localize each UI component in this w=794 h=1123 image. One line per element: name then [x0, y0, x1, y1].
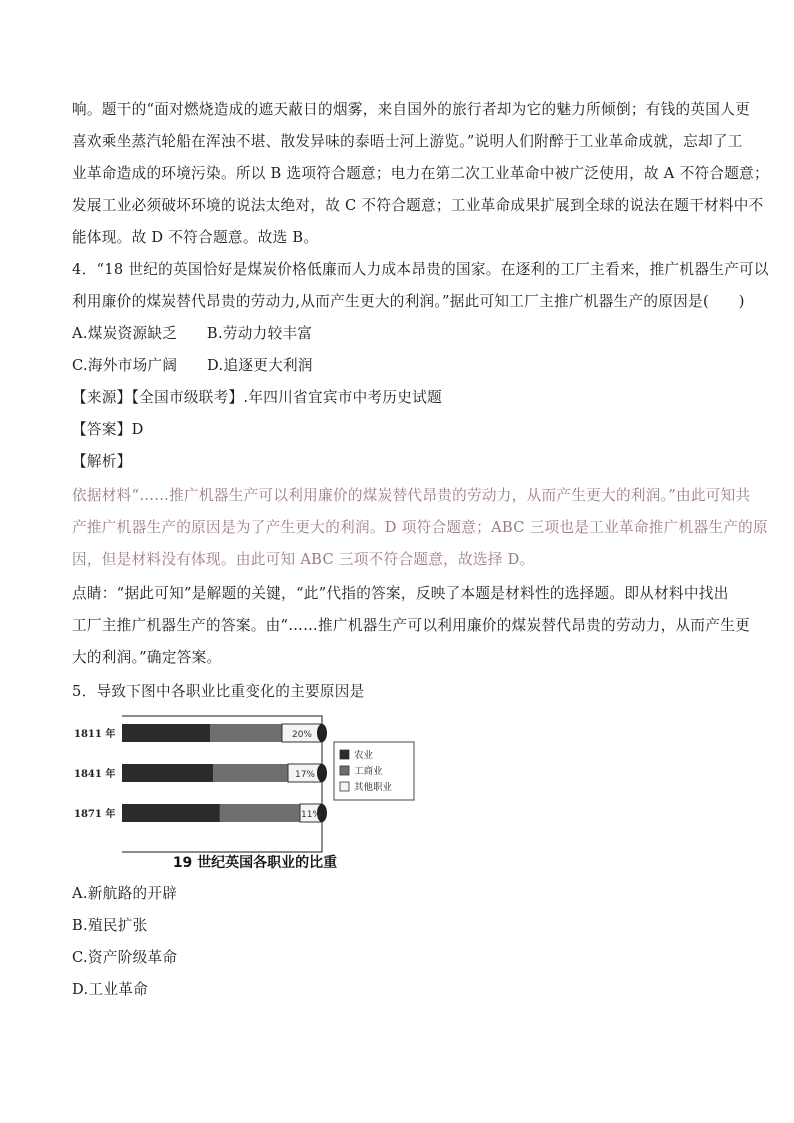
comment-line: 点睛：“据此可知”是解题的关键，“此”代指的答案，反映了本题是材料性的选择题。即从材料中找出: [72, 585, 729, 602]
options-row: C.海外市场广阔 D.追逐更大利润: [72, 357, 313, 374]
analysis-line: 依据材料“……推广机器生产可以利用廉价的煤炭替代昂贵的劳动力，从而产生更大的利润。”由此可知共: [72, 487, 751, 504]
data-label: 20%: [291, 730, 313, 740]
chart-title: 19 世纪英国各职业的比重: [172, 855, 338, 871]
question-stem-line: 4．“18 世纪的英国恰好是煤炭价格低廉而人力成本昂贵的国家。在逐利的工厂主看来，推广机器生产可以: [72, 261, 769, 278]
analysis-line: 因，但是材料没有体现。由此可知 ABC 三项不符合题意，故选择 D。: [72, 551, 535, 568]
source-line: 【来源】【全国市级联考】.年四川省宜宾市中考历史试题: [72, 389, 442, 406]
category-label: 1811 年: [74, 729, 116, 740]
options-row: A.煤炭资源缺乏 B.劳动力较丰富: [72, 325, 313, 342]
bar-end-cap: [317, 764, 327, 782]
text-line: 能体现。故 D 不符合题意。故选 B。: [72, 229, 319, 246]
text-line: 发展工业必须破坏环境的说法太绝对，故 C 不符合题意；工业革命成果扩展到全球的说法在题干材料中不: [72, 197, 764, 214]
legend-label: 工商业: [354, 766, 383, 777]
bar-agriculture: [122, 764, 213, 782]
data-label: 11%: [300, 810, 322, 820]
comment-line: 工厂主推广机器生产的答案。由“……推广机器生产可以利用廉价的煤炭替代昂贵的劳动力，从而产生更: [72, 617, 750, 634]
bar-agriculture: [122, 804, 220, 822]
occupation-chart: [72, 712, 438, 872]
text-line: 响。题干的“面对燃烧造成的遮天蔽日的烟雾，来自国外的旅行者却为它的魅力所倾倒；有钱的英国人更: [72, 101, 750, 118]
legend-swatch: [340, 766, 349, 775]
bar-industry: [220, 804, 300, 822]
text-line: 业革命造成的环境污染。所以 B 选项符合题意；电力在第二次工业革命中被广泛使用，故 A 不符合题意；: [72, 165, 769, 182]
category-label: 1841 年: [74, 769, 116, 780]
data-label: 17%: [294, 770, 316, 780]
option-b: B.殖民扩张: [72, 917, 148, 934]
option-a: A.新航路的开辟: [72, 885, 178, 902]
legend-swatch: [340, 750, 349, 759]
bar-end-cap: [317, 724, 327, 742]
question-stem-line: 5．导致下图中各职业比重变化的主要原因是: [72, 683, 365, 700]
legend-swatch: [340, 782, 349, 791]
option-c: C.资产阶级革命: [72, 949, 178, 966]
comment-line: 大的利润。”确定答案。: [72, 649, 222, 666]
analysis-label: 【解析】: [72, 453, 132, 470]
chart-svg: [72, 712, 438, 872]
bar-industry: [213, 764, 288, 782]
bar-agriculture: [122, 724, 210, 742]
question-stem-line: 利用廉价的煤炭替代昂贵的劳动力,从而产生更大的利润。”据此可知工厂主推广机器生产的原因是( ): [72, 293, 745, 310]
option-d: D.工业革命: [72, 981, 148, 998]
analysis-line: 产推广机器生产的原因是为了产生更大的利润。D 项符合题意；ABC 三项也是工业革命推广机器生产的原: [72, 519, 768, 536]
legend-label: 农业: [354, 750, 374, 761]
legend-label: 其他职业: [354, 782, 393, 793]
bar-industry: [210, 724, 282, 742]
category-label: 1871 年: [74, 809, 116, 820]
answer-line: 【答案】D: [72, 421, 144, 438]
text-line: 喜欢乘坐蒸汽轮船在浑浊不堪、散发异味的泰晤士河上游览。”说明人们附醉于工业革命成就，忘却了工: [72, 133, 743, 150]
